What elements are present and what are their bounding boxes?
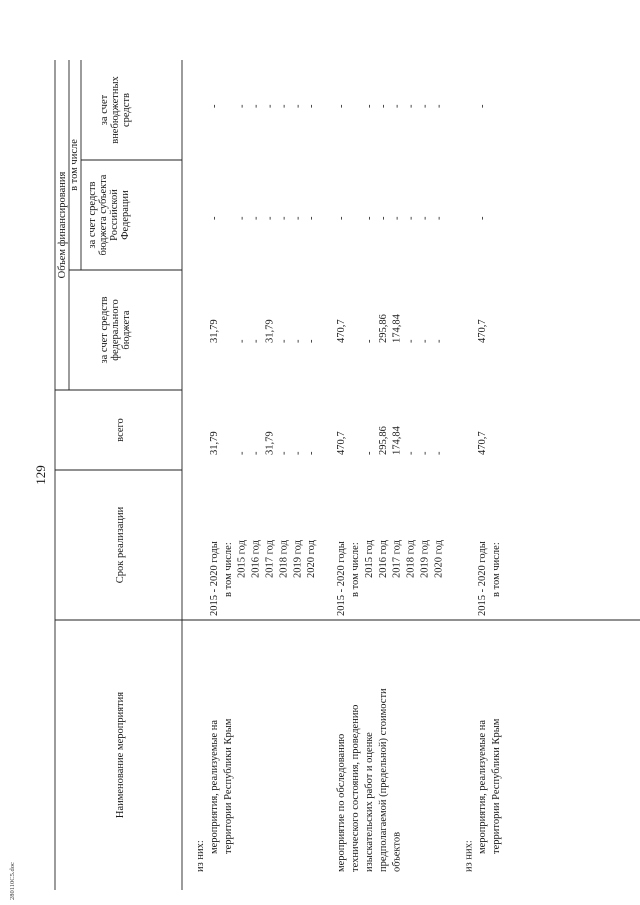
row-regional: - xyxy=(405,216,417,220)
row-regional: - xyxy=(278,216,290,220)
row-extrabudget: - xyxy=(405,104,417,108)
row-total: - xyxy=(250,451,262,455)
header-extrabudget: за счет xyxy=(99,94,110,126)
row-regional: - xyxy=(264,216,276,220)
row-name: мероприятие по обследованию xyxy=(336,733,348,872)
row-regional: - xyxy=(433,216,445,220)
row-total: - xyxy=(405,451,417,455)
row-total: - xyxy=(433,451,445,455)
row-extrabudget: - xyxy=(419,104,431,108)
row-regional: - xyxy=(208,216,220,220)
row-period: в том числе: xyxy=(222,542,234,597)
row-regional: - xyxy=(377,216,389,220)
row-period: в том числе: xyxy=(491,542,503,597)
row-regional: - xyxy=(236,216,248,220)
header-total: всего xyxy=(115,418,126,442)
row-total: - xyxy=(419,451,431,455)
row-federal: - xyxy=(278,339,290,343)
row-period: 2017 год xyxy=(264,540,276,578)
row-period: 2015 - 2020 годы xyxy=(336,541,348,616)
row-name: предполагаемой (предельной) стоимости xyxy=(377,688,389,872)
header-regional: Российской xyxy=(109,189,120,241)
row-total: - xyxy=(278,451,290,455)
row-period: 2018 год xyxy=(278,540,290,578)
row-federal: 174,84 xyxy=(391,314,403,343)
row-regional: - xyxy=(292,216,304,220)
row-name: из них: xyxy=(195,840,206,872)
row-extrabudget: - xyxy=(236,104,248,108)
row-regional: - xyxy=(336,216,348,220)
row-period: 2015 - 2020 годы xyxy=(208,541,220,616)
row-total: 295,86 xyxy=(377,426,389,455)
row-federal: 470,7 xyxy=(336,319,348,343)
row-name: мероприятия, реализуемые на xyxy=(208,719,220,854)
row-period: 2019 год xyxy=(292,540,304,578)
row-total: 470,7 xyxy=(477,431,489,455)
header-regional: бюджета субъекта xyxy=(98,174,109,256)
row-period: 2017 год xyxy=(391,540,403,578)
header-extrabudget: средств xyxy=(121,93,132,127)
row-total: - xyxy=(306,451,318,455)
file-name: 280110C5.doc xyxy=(9,862,16,900)
row-name: изыскательских работ и оценке xyxy=(363,732,375,872)
header-regional: Федерации xyxy=(120,190,131,240)
row-period: 2016 год xyxy=(250,540,262,578)
row-extrabudget: - xyxy=(391,104,403,108)
header-federal: федерального xyxy=(110,299,121,361)
row-period: 2020 год xyxy=(433,540,445,578)
row-extrabudget: - xyxy=(336,104,348,108)
row-regional: - xyxy=(477,216,489,220)
row-regional: - xyxy=(250,216,262,220)
row-total: - xyxy=(236,451,248,455)
row-extrabudget: - xyxy=(306,104,318,108)
row-federal: - xyxy=(250,339,262,343)
row-extrabudget: - xyxy=(363,104,375,108)
row-federal: - xyxy=(292,339,304,343)
row-regional: - xyxy=(419,216,431,220)
page-number: 129 xyxy=(33,465,48,485)
row-extrabudget: - xyxy=(377,104,389,108)
row-name: из них: xyxy=(463,840,475,872)
row-regional: - xyxy=(391,216,403,220)
row-extrabudget: - xyxy=(433,104,445,108)
row-period: в том числе: xyxy=(350,542,361,597)
row-federal: 31,79 xyxy=(208,319,220,343)
row-period: 2016 год xyxy=(377,540,389,578)
row-period: 2015 год xyxy=(236,540,248,578)
row-federal: - xyxy=(363,339,375,343)
row-total: 31,79 xyxy=(264,431,276,455)
header-federal: бюджета xyxy=(121,310,132,350)
row-total: 31,79 xyxy=(208,431,220,455)
row-name: территории Республики Крым xyxy=(491,718,503,854)
row-extrabudget: - xyxy=(477,104,489,108)
row-total: 470,7 xyxy=(336,431,348,455)
row-federal: 295,86 xyxy=(377,314,389,343)
row-extrabudget: - xyxy=(292,104,304,108)
row-federal: 31,79 xyxy=(264,319,276,343)
row-total: - xyxy=(363,451,375,455)
row-federal: - xyxy=(433,339,445,343)
row-extrabudget: - xyxy=(208,104,220,108)
header-extrabudget: внебюджетных xyxy=(110,76,121,144)
row-federal: - xyxy=(306,339,318,343)
row-period: 2019 год xyxy=(419,540,431,578)
header-funding: Объем финансирования xyxy=(57,171,68,279)
row-extrabudget: - xyxy=(250,104,262,108)
row-extrabudget: - xyxy=(278,104,290,108)
row-federal: - xyxy=(236,339,248,343)
row-federal: - xyxy=(405,339,417,343)
header-federal: за счет средств xyxy=(99,296,110,364)
row-period: 2018 год xyxy=(405,540,417,578)
row-period: 2015 год xyxy=(363,540,375,578)
header-regional: за счет средств xyxy=(87,181,98,249)
row-period: 2020 год xyxy=(306,540,318,578)
header-name: Наименование мероприятия xyxy=(115,691,126,819)
row-regional: - xyxy=(363,216,375,220)
row-name: технического состояния, проведению xyxy=(350,704,361,872)
row-federal: - xyxy=(419,339,431,343)
row-total: 174,84 xyxy=(391,426,403,455)
header-period: Срок реализации xyxy=(115,506,126,584)
row-name: территории Республики Крым xyxy=(222,718,234,854)
header-including: в том числе xyxy=(69,139,80,191)
row-extrabudget: - xyxy=(264,104,276,108)
row-name: объектов xyxy=(391,831,403,872)
row-regional: - xyxy=(306,216,318,220)
row-total: - xyxy=(292,451,304,455)
row-period: 2015 - 2020 годы xyxy=(477,541,489,616)
row-federal: 470,7 xyxy=(477,319,489,343)
row-name: мероприятия, реализуемые на xyxy=(477,719,489,854)
